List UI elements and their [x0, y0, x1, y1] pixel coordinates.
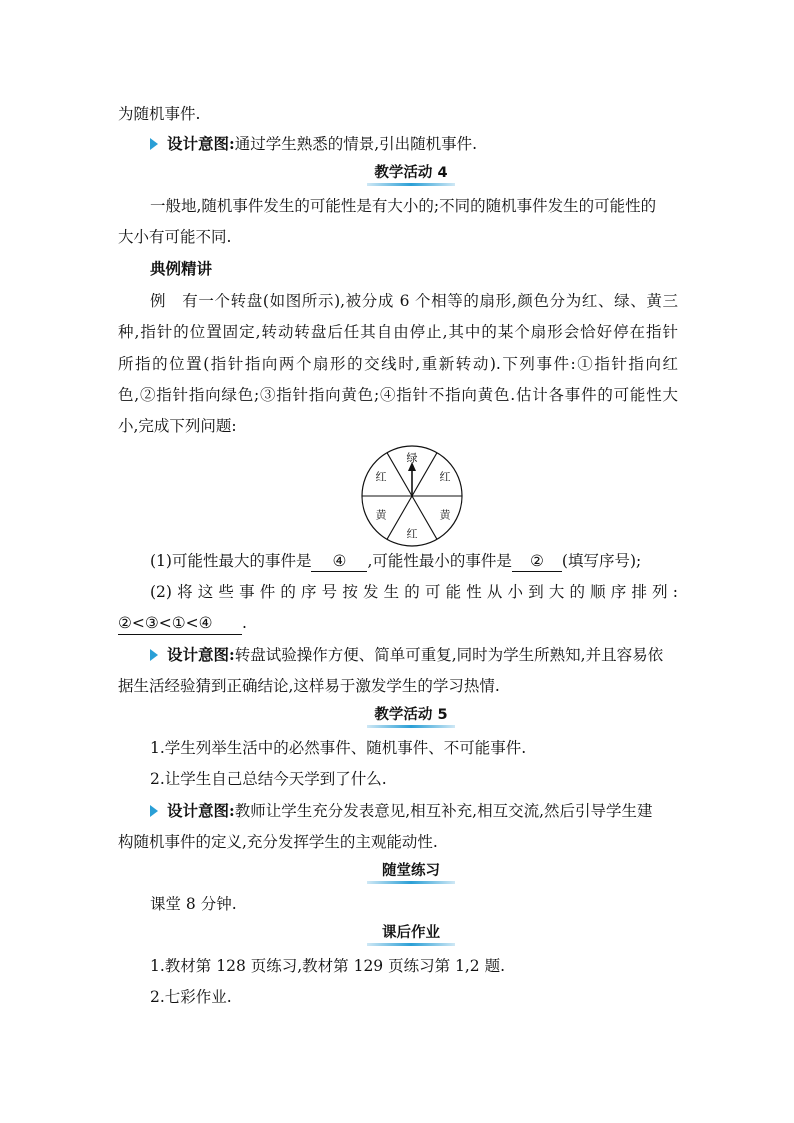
question-1	[150, 550, 678, 572]
design-intent-1	[150, 133, 678, 155]
activity5-item-1: 1.学生列举生活中的必然事件、随机事件、不可能事件.	[150, 739, 527, 757]
triangle-bullet-icon	[150, 805, 158, 817]
homework-item-1: 1.教材第 128 页练习,教材第 129 页练习第 1,2 题.	[150, 957, 506, 975]
design-intent-label: 设计意图:	[167, 801, 235, 820]
question-2-end: .	[242, 614, 247, 632]
activity4-line-1: 一般地,随机事件发生的可能性是有大小的;不同的随机事件发生的可能性的	[150, 197, 657, 215]
question-2-line-1: (2)将这些事件的序号按发生的可能性从小到大的顺序排列:	[150, 583, 678, 601]
sector-label-yellow-1: 黄	[439, 508, 451, 522]
example-line-4: 色,②指针指向绿色;③指针指向黄色;④指针不指向黄色.估计各事件的可能性大	[118, 386, 678, 404]
example-line-5: 小,完成下列问题:	[118, 417, 237, 435]
design-intent-2-line-1	[150, 644, 678, 666]
sector-label-red-1: 红	[439, 470, 451, 484]
question-1-part-3: (填写序号);	[561, 552, 642, 570]
answer-blank-1: ④	[311, 551, 367, 572]
design-intent-2-line-2: 据生活经验猜到正确结论,这样易于激发学生的学习热情.	[118, 677, 500, 695]
section-heading-homework: 课后作业	[367, 923, 455, 943]
activity5-item-2: 2.让学生自己总结今天学到了什么.	[150, 770, 387, 788]
design-intent-label: 设计意图:	[167, 134, 235, 153]
design-intent-text: 转盘试验操作方便、简单可重复,同时为学生所熟知,并且容易依	[234, 646, 664, 664]
question-2-line-2	[118, 612, 678, 635]
question-1-part-1: (1)可能性最大的事件是	[150, 552, 312, 570]
continuation-text: 为随机事件.	[118, 105, 201, 123]
design-intent-label: 设计意图:	[167, 645, 235, 664]
design-intent-text: 教师让学生充分发表意见,相互补充,相互交流,然后引导学生建	[234, 802, 653, 820]
sector-label-red-3: 红	[375, 470, 387, 484]
triangle-bullet-icon	[150, 138, 158, 150]
design-intent-3-line-1	[150, 800, 678, 822]
spinner-diagram	[360, 444, 464, 548]
section-heading-activity-5: 教学活动 5	[367, 705, 455, 725]
answer-blank-order: ②<③<①<④	[118, 612, 242, 635]
practice-text: 课堂 8 分钟.	[150, 895, 237, 913]
design-intent-3-line-2: 构随机事件的定义,充分发挥学生的主观能动性.	[118, 833, 438, 851]
sector-label-yellow-2: 黄	[375, 508, 387, 522]
example-line-1: 例 有一个转盘(如图所示),被分成 6 个相等的扇形,颜色分为红、绿、黄三	[150, 292, 678, 310]
section-heading-activity-4: 教学活动 4	[367, 163, 455, 183]
example-heading: 典例精讲	[150, 259, 213, 278]
homework-item-2: 2.七彩作业.	[150, 988, 232, 1006]
sector-label-green: 绿	[406, 451, 418, 465]
example-line-2: 种,指针的位置固定,转动转盘后任其自由停止,其中的某个扇形会恰好停在指针	[118, 323, 678, 341]
activity4-line-2: 大小有可能不同.	[118, 228, 232, 246]
sector-label-red-2: 红	[406, 527, 418, 541]
question-1-part-2: ,可能性最小的事件是	[367, 552, 512, 570]
design-intent-text: 通过学生熟悉的情景,引出随机事件.	[234, 135, 478, 153]
answer-blank-2: ②	[512, 551, 562, 572]
triangle-bullet-icon	[150, 649, 158, 661]
example-line-3: 所指的位置(指针指向两个扇形的交线时,重新转动).下列事件:①指针指向红	[118, 355, 678, 373]
section-heading-practice: 随堂练习	[367, 861, 455, 881]
